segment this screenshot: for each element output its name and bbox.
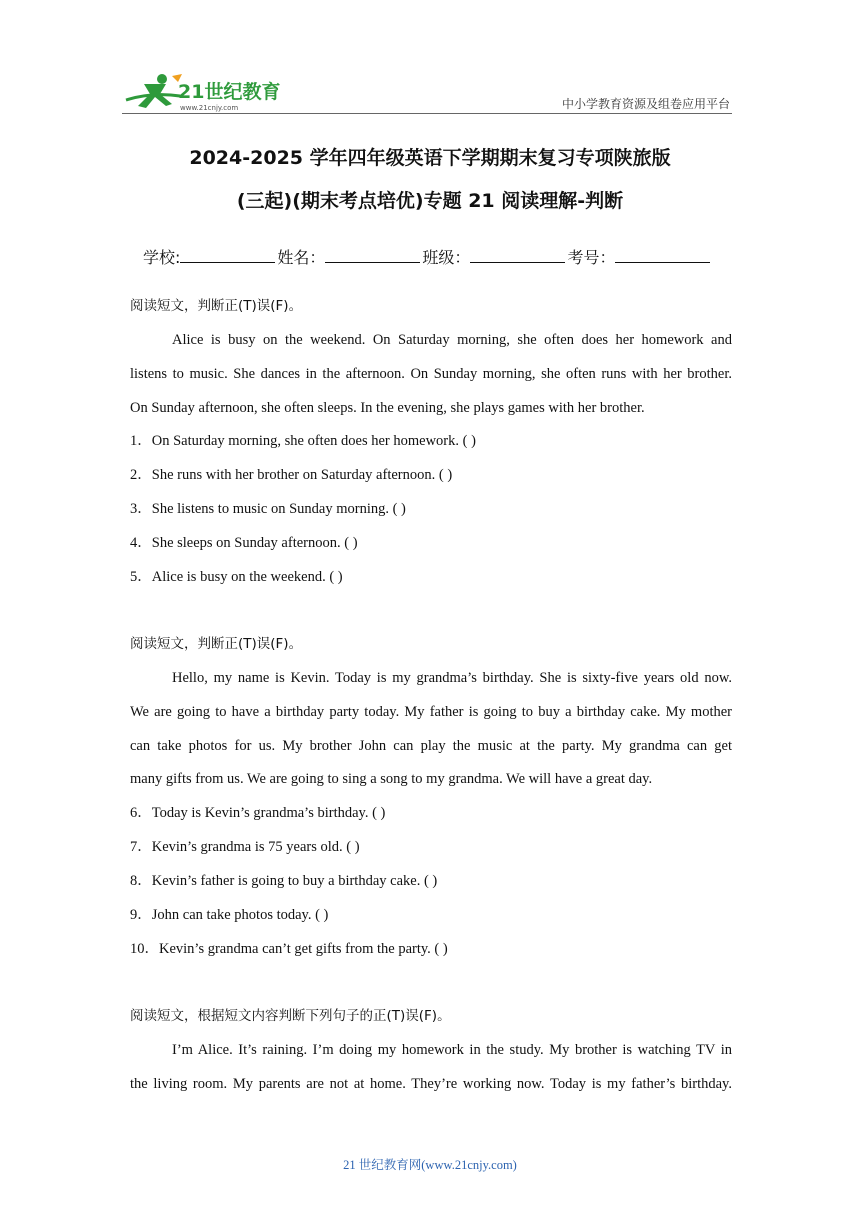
section1-passage-line: Alice is busy on the weekend. On Saturday morning, she often does her homework and <box>172 332 732 348</box>
question-9: 9．John can take photos today. ( ) <box>130 907 329 923</box>
site-logo <box>122 70 292 114</box>
question-5: 5．Alice is busy on the weekend. ( ) <box>130 569 343 585</box>
number-blank[interactable] <box>615 246 710 263</box>
header-divider <box>122 113 732 114</box>
section3-passage-line: I’m Alice. It’s raining. I’m doing my homework in the study. My brother is watching TV in <box>172 1042 732 1058</box>
question-2: 2．She runs with her brother on Saturday afternoon. ( ) <box>130 467 453 483</box>
question-1: 1．On Saturday morning, she often does her homework. ( ) <box>130 433 476 449</box>
question-7: 7．Kevin’s grandma is 75 years old. ( ) <box>130 839 360 855</box>
section2-passage-line: many gifts from us. We are going to sing a song to my grandma. We will have a great day. <box>130 771 653 787</box>
class-blank[interactable] <box>470 246 565 263</box>
question-3: 3．She listens to music on Sunday morning. ( ) <box>130 501 406 517</box>
school-label: 学校: <box>143 248 181 267</box>
section2-passage-line: can take photos for us. My brother John can play the music at the party. My grandma can get <box>130 738 732 754</box>
section2-passage-line: We are going to have a birthday party today. My father is going to buy a birthday cake. My mother <box>130 704 732 720</box>
section2-instruction: 阅读短文，判断正(T)误(F)。 <box>130 636 303 652</box>
question-6: 6．Today is Kevin’s grandma’s birthday. ( ) <box>130 805 386 821</box>
question-10: 10．Kevin’s grandma can’t get gifts from the party. ( ) <box>130 941 448 957</box>
page-title-line2: (三起)(期末考点培优)专题 21 阅读理解-判断 <box>236 190 624 212</box>
logo-text: 21世纪教育 <box>178 81 281 103</box>
footer-link[interactable]: 21 世纪教育网(www.21cnjy.com) <box>343 1158 517 1172</box>
page-title-line1: 2024-2025 学年四年级英语下学期期末复习专项陕旅版 <box>189 147 671 169</box>
name-blank[interactable] <box>325 246 420 263</box>
student-info-row <box>143 245 712 268</box>
name-label: 姓名： <box>277 248 326 267</box>
section3-passage-line: the living room. My parents are not at home. They’re working now. Today is my father’s birthday. <box>130 1076 732 1092</box>
logo-subtext: www.21cnjy.com <box>180 104 239 112</box>
section1-instruction: 阅读短文，判断正(T)误(F)。 <box>130 298 303 314</box>
question-8: 8．Kevin’s father is going to buy a birthday cake. ( ) <box>130 873 438 889</box>
section1-passage-line: On Sunday afternoon, she often sleeps. In the evening, she plays games with her brother. <box>130 400 645 416</box>
section1-passage-line: listens to music. She dances in the afternoon. On Sunday morning, she often runs with her brother. <box>130 366 732 382</box>
logo-runner-icon <box>122 70 292 114</box>
section2-passage-line: Hello, my name is Kevin. Today is my grandma’s birthday. She is sixty-five years old now. <box>172 670 732 686</box>
question-4: 4．She sleeps on Sunday afternoon. ( ) <box>130 535 358 551</box>
platform-name: 中小学教育资源及组卷应用平台 <box>561 97 730 111</box>
school-blank[interactable] <box>180 246 275 263</box>
number-label: 考号： <box>567 248 616 267</box>
section3-instruction: 阅读短文，根据短文内容判断下列句子的正(T)误(F)。 <box>130 1008 451 1024</box>
class-label: 班级： <box>422 248 471 267</box>
